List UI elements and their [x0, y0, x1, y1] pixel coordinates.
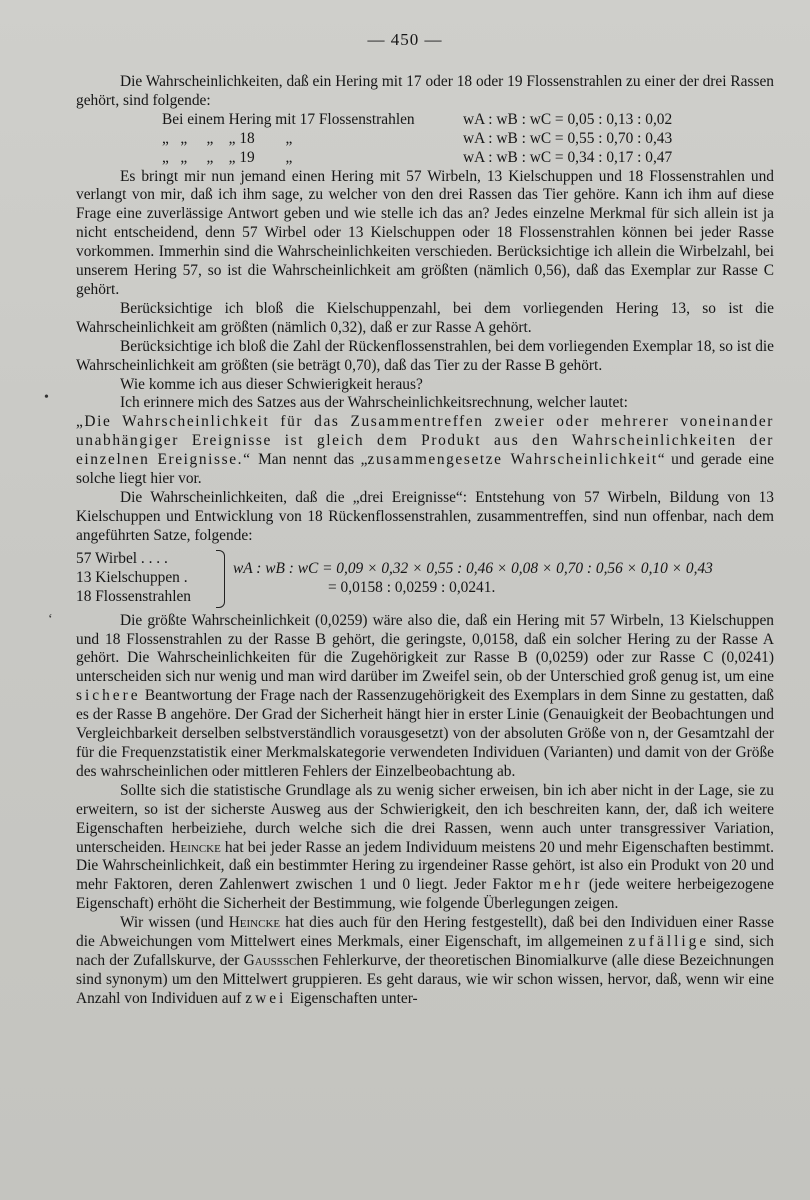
ratio-label: „ „ „ „ 19 „ — [162, 148, 293, 166]
paragraph — [76, 914, 774, 1009]
formula-items — [76, 550, 216, 607]
text-run: Sollte sich die statistische Grundlage als zu wenig sicher erweisen, bin ich aber nicht in der Lage, sie zu erweitern, so ist der sicherste Ausweg aus der Schwierigkeit, den ich beschreiten kann, der, daß ich weitere Eigenschaften herbeiziehe, durch welche sich die drei Rassen, wenn auch unter transgressiver Variation, unterscheiden. — [76, 781, 774, 856]
spaced-term: zusammengesetze Wahrscheinlichkeit — [367, 451, 658, 469]
spaced-term: zwei — [245, 989, 287, 1007]
author-name: Heincke — [169, 838, 221, 856]
formula-line: = 0,0158 : 0,0259 : 0,0241. — [328, 578, 496, 596]
formula-item: 13 Kielschuppen . — [76, 569, 188, 587]
spaced-term: sichere — [76, 687, 141, 705]
formula-item: 57 Wirbel . . . . — [76, 550, 168, 568]
ratio-value: wA : wB : wC = 0,05 : 0,13 : 0,02 — [463, 110, 673, 128]
ratio-label: „ „ „ „ 18 „ — [162, 129, 293, 147]
spaced-term: zufällige — [628, 933, 710, 951]
formula-rhs — [233, 560, 713, 598]
paragraph: Berücksichtige ich bloß die Kielschuppenzahl, bei dem vorliegenden Hering 13, so ist die Wahrscheinlichkeit am größten (nämlich 0,32), daß er zur Rasse A gehört. — [76, 299, 774, 336]
paragraph — [76, 782, 774, 914]
ratio-value: wA : wB : wC = 0,34 : 0,17 : 0,47 — [463, 148, 673, 166]
author-name: Gausssc — [243, 951, 297, 969]
ratio-row-17 — [76, 111, 774, 130]
author-name: Heincke — [228, 914, 281, 932]
formula-line: wA : wB : wC = 0,09 × 0,32 × 0,55 : 0,46 × 0,08 × 0,70 : 0,56 × 0,10 × 0,43 — [233, 559, 713, 577]
ratio-row-18 — [76, 130, 774, 149]
paragraph: Wie komme ich aus dieser Schwierigkeit heraus? — [120, 375, 423, 393]
text-run: (jede weitere herbeigezogene Eigenschaft) erhöht die Sicherheit der Bestimmung, wie folgende Überlegungen zeigen. — [76, 876, 774, 913]
paragraph: Berücksichtige ich bloß die Zahl der Rückenflossenstrahlen, bei dem vorliegenden Exemplar 18, so ist die Wahrscheinlichkeit am größten (sie beträgt 0,70), daß das Tier zu der Rasse B gehört. — [76, 337, 774, 374]
text-run: hat dies auch für den Hering festgestellt), daß bei den Individuen einer Rasse die Abweichungen vom Mittelwert eines Merkmals, einer Eigenschaft, im allgemeinen — [76, 914, 774, 951]
paragraph-quote — [76, 413, 774, 489]
text-run: Beantwortung der Frage nach der Rassenzugehörigkeit des Exemplars in dem Sinne zu gestatten, daß es der Rasse B angehöre. Der Grad der Sicherheit hängt hier in erster Linie (Genauigkeit der Beobachtungen und Vergleichbarkeit derselben selbstverständlich vorausgesetzt) von der absoluten Größe von n, der Gesamtzahl der für die Frequenzstatistik einer Merkmalskategorie verwendeten Individuen (Varianten) und damit von der Größe des wahrscheinlichen oder mittleren Fehlers der Einzelbeobachtung ab. — [76, 687, 774, 780]
ratio-row-19 — [76, 149, 774, 168]
page-number: — 450 — — [367, 30, 443, 49]
ratio-label: Bei einem Hering mit 17 Flossenstrahlen — [162, 110, 415, 128]
text-run: hat bei jeder Rasse an jedem Individuum meistens 20 und mehr Eigenschaften bestimmt. Die Wahrscheinlichkeit, daß ein bestimmter Hering zu irgendeiner Rasse gehört, ist also ein Produkt von 20 und mehr Faktoren, deren Zahlenwert zwischen 1 und 0 liegt. Jeder Faktor — [76, 838, 774, 894]
paragraph: Es bringt mir nun jemand einen Hering mit 57 Wirbeln, 13 Kielschuppen und 18 Flossenstrahlen und verlangt von mir, daß ich ihm sage, zu welcher von den drei Rassen das Tier gehöre. Kann ich ihm auf diese Frage eine zuverlässige Antwort geben und wie stelle ich das an? Jedes einzelne Merkmal für sich allein ist ja nicht entscheidend, denn 57 Wirbel oder 13 Kielschuppen oder 18 Flossenstrahlen können bei jeder Rasse vorkommen. Immerhin sind die Wahrscheinlichkeiten verschieden. Berücksichtige ich allein die Wirbelzahl, bei unserem Hering 57, so ist die Wahrscheinlichkeit am größten (nämlich 0,56), daß das Exemplar zur Rasse C gehört. — [76, 167, 774, 298]
text-run: Wir wissen (und — [120, 914, 224, 932]
page-body — [76, 73, 774, 1009]
margin-mark: • — [44, 390, 49, 405]
formula-block — [76, 550, 774, 608]
margin-mark: ʻ — [48, 612, 53, 627]
text-run: “ und gerade eine solche liegt hier vor. — [76, 451, 774, 488]
paragraph: Die Wahrscheinlichkeiten, daß die „drei Ereignisse“: Entstehung von 57 Wirbeln, Bildung von 13 Kielschuppen und Entwicklung von 18 Rückenflossenstrahlen, zusammentreffen, sind nun offenbar, nach dem angeführten Satze, folgende: — [76, 488, 774, 544]
paragraph — [76, 612, 774, 782]
text-run: Die größte Wahrscheinlichkeit (0,0259) wäre also die, daß ein Hering mit 57 Wirbeln, 13 Kielschuppen und 18 Flossenstrahlen zu der Rasse B gehört, die geringste, 0,0158, daß ein solcher Hering zu der Rasse A gehört. Die Wahrscheinlichkeiten für die Zugehörigkeit zur Rasse B (0,0259) oder zur Rasse C (0,0241) unterscheiden sich nur wenig und man wird darüber im Zweifel sein, ob der Unterschied groß genug ist, um eine — [76, 611, 774, 686]
paragraph-intro: Die Wahrscheinlichkeiten, daß ein Hering mit 17 oder 18 oder 19 Flossenstrahlen zu einer der drei Rassen gehört, sind folgende: — [76, 73, 774, 109]
text-run: Man nennt das „ — [258, 451, 368, 469]
paragraph: Ich erinnere mich des Satzes aus der Wahrscheinlichkeitsrechnung, welcher lautet: — [120, 394, 628, 412]
text-run: sind, sich nach der Zufallskurve, der — [76, 933, 774, 969]
text-run: hen Fehlerkurve, der theoretischen Binomialkurve (alle diese Bezeichnungen sind synonym) um den Mittelwert gruppieren. Es geht daraus, wie wir schon wissen, hervor, daß, wenn wir eine Anzahl von Individuen auf — [76, 951, 774, 1007]
quote-text: „Die Wahrscheinlichkeit für das Zusammentreffen zweier oder mehrerer voneinander unabhängiger Ereignisse ist gleich dem Produkt aus den Wahrscheinlichkeiten der einzelnen Ereignisse.“ — [76, 413, 774, 469]
spaced-term: mehr — [538, 876, 583, 894]
brace — [216, 550, 225, 608]
text-run: Eigenschaften unter- — [290, 989, 418, 1007]
ratio-value: wA : wB : wC = 0,55 : 0,70 : 0,43 — [463, 129, 673, 147]
formula-item: 18 Flossenstrahlen — [76, 588, 191, 606]
